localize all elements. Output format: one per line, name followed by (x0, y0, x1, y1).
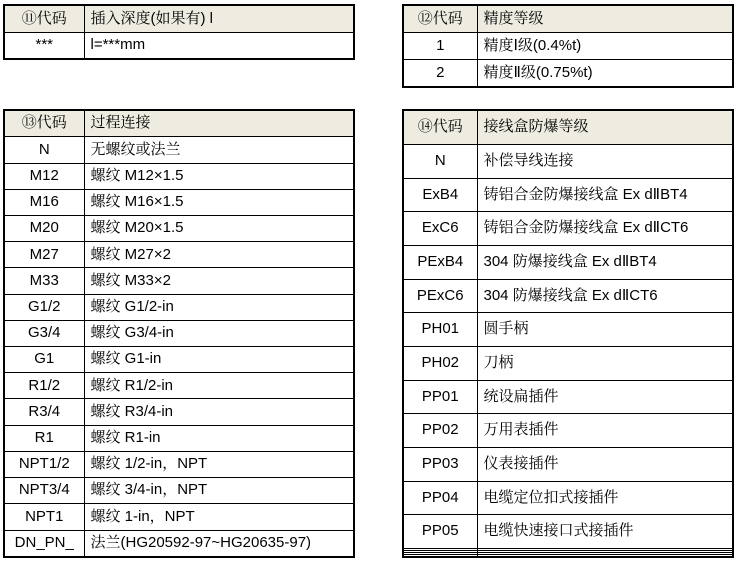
table-row (4, 451, 354, 477)
desc-cell: 仪表接插件 (477, 447, 733, 481)
desc-cell: 螺纹 G1/2-in (84, 294, 354, 320)
code-header-cell: ⑫代码 (403, 5, 477, 33)
code-cell: PH01 (403, 313, 477, 347)
code-cell: M33 (4, 268, 84, 294)
table-row (4, 163, 354, 189)
desc-cell: 电缆快速接口式接插件 (477, 515, 733, 549)
desc-cell: 螺纹 R3/4-in (84, 399, 354, 425)
desc-cell: 螺纹 1/2-in，NPT (84, 451, 354, 477)
table-row (4, 32, 354, 59)
table-row (403, 212, 733, 246)
table-row (4, 399, 354, 425)
code-cell: N (4, 137, 84, 163)
code-cell: PH02 (403, 346, 477, 380)
table-process-connection (3, 109, 355, 558)
table-row (403, 246, 733, 280)
code-cell: DN_PN_ (4, 530, 84, 557)
desc-cell: 螺纹 M27×2 (84, 242, 354, 268)
code-cell: PP04 (403, 481, 477, 515)
desc-cell: 螺纹 1-in，NPT (84, 504, 354, 530)
desc-header-cell: 插入深度(如果有) l (84, 5, 354, 32)
code-cell: PP01 (403, 380, 477, 414)
desc-cell: 精度Ⅱ级(0.75%t) (477, 59, 733, 87)
table-row (403, 313, 733, 347)
code-cell: NPT1 (4, 504, 84, 530)
desc-cell: 螺纹 3/4-in，NPT (84, 478, 354, 504)
desc-cell: 圆手柄 (477, 313, 733, 347)
table-row (403, 554, 733, 557)
code-cell: PExC6 (403, 279, 477, 313)
table-row (4, 530, 354, 557)
code-header-cell: ⑪代码 (4, 5, 84, 32)
code-cell: ExB4 (403, 178, 477, 212)
desc-header-cell: 精度等级 (477, 5, 733, 33)
code-cell: PP02 (403, 414, 477, 448)
code-cell: ExC6 (403, 212, 477, 246)
desc-cell: 螺纹 M20×1.5 (84, 216, 354, 242)
table-row (4, 347, 354, 373)
code-cell: R1 (4, 425, 84, 451)
table-junction-box-explosion-proof (402, 109, 734, 558)
code-cell: R1/2 (4, 373, 84, 399)
desc-cell: 补偿导线连接 (477, 145, 733, 179)
table-row (403, 178, 733, 212)
desc-cell: 螺纹 M33×2 (84, 268, 354, 294)
table-row (4, 320, 354, 346)
table-row (4, 216, 354, 242)
code-cell: PExB4 (403, 246, 477, 280)
desc-cell: 刀柄 (477, 346, 733, 380)
code-cell: NPT3/4 (4, 478, 84, 504)
desc-cell: 螺纹 G1-in (84, 347, 354, 373)
table-header-row (4, 5, 354, 32)
table-header-row (403, 110, 733, 145)
code-header-cell: ⑭代码 (403, 110, 477, 145)
desc-cell: 螺纹 R1-in (84, 425, 354, 451)
desc-cell: 螺纹 M16×1.5 (84, 189, 354, 215)
desc-header-cell: 接线盒防爆等级 (477, 110, 733, 145)
table-header-row (4, 110, 354, 137)
desc-cell (477, 554, 733, 557)
table-row (4, 504, 354, 530)
table-row (403, 447, 733, 481)
table-row (403, 279, 733, 313)
desc-cell: 螺纹 G3/4-in (84, 320, 354, 346)
code-cell: NPT1/2 (4, 451, 84, 477)
code-cell: G1 (4, 347, 84, 373)
table-row (4, 373, 354, 399)
desc-cell: 铸铝合金防爆接线盒 Ex dⅡCT6 (477, 212, 733, 246)
code-cell: M16 (4, 189, 84, 215)
table-row (4, 425, 354, 451)
desc-cell: 法兰(HG20592-97~HG20635-97) (84, 530, 354, 557)
code-cell: M12 (4, 163, 84, 189)
desc-header-cell: 过程连接 (84, 110, 354, 137)
desc-cell: 螺纹 R1/2-in (84, 373, 354, 399)
code-cell (403, 554, 477, 557)
code-cell: 1 (403, 33, 477, 60)
table-row (4, 478, 354, 504)
code-cell: M20 (4, 216, 84, 242)
table-row (4, 137, 354, 163)
code-cell: R3/4 (4, 399, 84, 425)
code-cell: 2 (403, 59, 477, 87)
table-row (403, 59, 733, 87)
code-cell: *** (4, 32, 84, 59)
table-row (4, 294, 354, 320)
table-accuracy-class (402, 4, 734, 88)
table-header-row (403, 5, 733, 33)
code-cell: M27 (4, 242, 84, 268)
table-row (403, 380, 733, 414)
code-header-cell: ⑬代码 (4, 110, 84, 137)
desc-cell: 精度Ⅰ级(0.4%t) (477, 33, 733, 60)
table-insertion-depth (3, 4, 355, 60)
code-cell: G1/2 (4, 294, 84, 320)
table-row (403, 481, 733, 515)
desc-cell: 电缆定位扣式接插件 (477, 481, 733, 515)
code-cell: PP05 (403, 515, 477, 549)
desc-cell: 统设扁插件 (477, 380, 733, 414)
desc-cell: 304 防爆接线盒 Ex dⅡCT6 (477, 279, 733, 313)
desc-cell: 304 防爆接线盒 Ex dⅡBT4 (477, 246, 733, 280)
table-row (403, 145, 733, 179)
table-row (403, 346, 733, 380)
desc-cell: 螺纹 M12×1.5 (84, 163, 354, 189)
desc-cell: 铸铝合金防爆接线盒 Ex dⅡBT4 (477, 178, 733, 212)
desc-cell: 万用表插件 (477, 414, 733, 448)
table-row (403, 33, 733, 60)
desc-cell: 无螺纹或法兰 (84, 137, 354, 163)
code-cell: N (403, 145, 477, 179)
table-row (4, 268, 354, 294)
code-cell: PP03 (403, 447, 477, 481)
table-row (403, 414, 733, 448)
code-cell: G3/4 (4, 320, 84, 346)
table-row (403, 515, 733, 549)
desc-cell: l=***mm (84, 32, 354, 59)
table-row (4, 189, 354, 215)
table-row (4, 242, 354, 268)
